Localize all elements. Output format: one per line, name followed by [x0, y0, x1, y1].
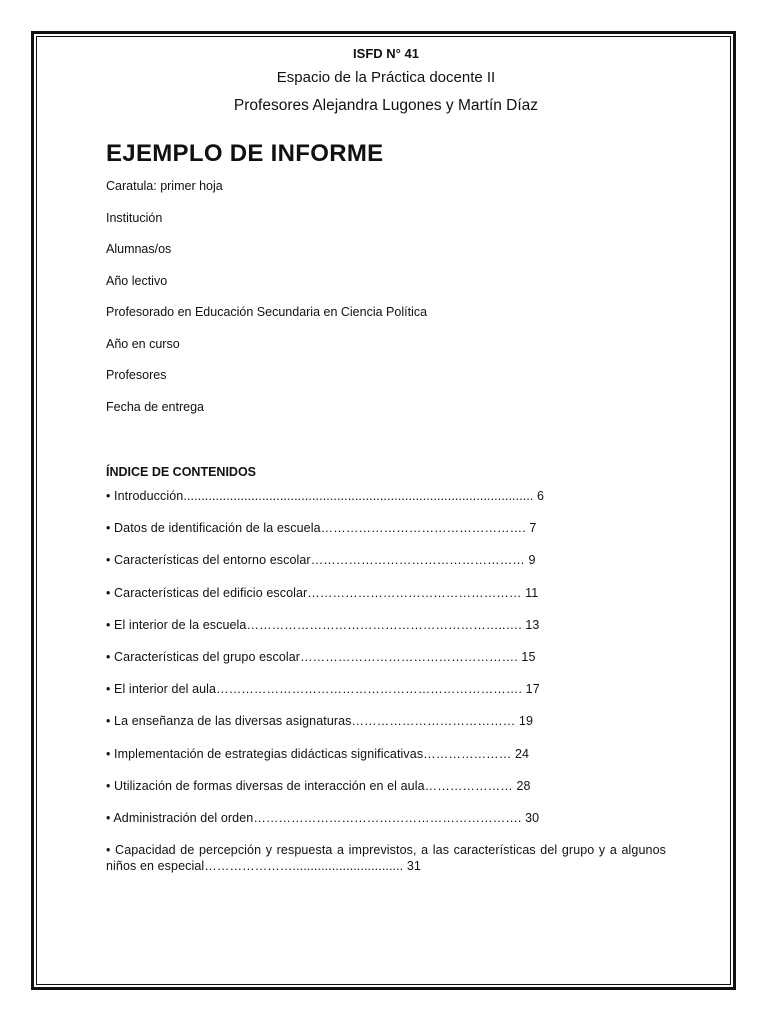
cover-item: Institución — [106, 210, 163, 225]
toc-item: • Capacidad de percepción y respuesta a imprevistos, a las características del grupo y a algunos niños en especial…………………............................... 31 — [106, 843, 666, 874]
toc-item: • Características del edificio escolar…………………………………………… 11 — [106, 585, 539, 600]
toc-item: • Implementación de estrategias didácticas significativas………………… 24 — [106, 746, 530, 761]
cover-item: Año en curso — [106, 336, 180, 351]
toc-item: • Características del entorno escolar…………………………………………… 9 — [106, 553, 536, 568]
toc-item: • Datos de identificación de la escuela…………………………………………. 7 — [106, 521, 537, 536]
toc-item: • Características del grupo escolar……………………………………………. 15 — [106, 649, 536, 664]
page-title: EJEMPLO DE INFORME — [106, 140, 384, 167]
document-body — [106, 44, 666, 874]
cover-item: Profesores — [106, 368, 167, 382]
toc-item: • El interior de la escuela……………………………………………………..…. 13 — [106, 617, 540, 632]
cover-item: Profesorado en Educación Secundaria en Ciencia Política — [106, 305, 428, 319]
cover-item: Alumnas/os — [106, 242, 172, 256]
toc-item: • Introducción.................................................................................................. 6 — [106, 489, 545, 503]
cover-item: Año lectivo — [106, 273, 168, 288]
course-name: Espacio de la Práctica docente II — [276, 69, 496, 86]
toc-item: • El interior del aula………………………………………………………………. 17 — [106, 682, 540, 697]
toc-item: • Administración del orden………………………………………………………. 30 — [106, 810, 540, 825]
toc-heading: ÍNDICE DE CONTENIDOS — [106, 465, 257, 479]
document-header — [106, 44, 666, 119]
table-of-contents — [106, 488, 666, 874]
institution-name: ISFD N° 41 — [353, 46, 419, 61]
professors-line: Profesores Alejandra Lugones y Martín Díaz — [233, 97, 539, 114]
toc-item: • La enseñanza de las diversas asignaturas………………………………… 19 — [106, 714, 534, 729]
cover-items-list — [106, 178, 666, 430]
cover-item: Fecha de entrega — [106, 399, 204, 414]
cover-item: Caratula: primer hoja — [106, 179, 223, 193]
toc-item: • Utilización de formas diversas de interacción en el aula………………… 28 — [106, 778, 531, 793]
